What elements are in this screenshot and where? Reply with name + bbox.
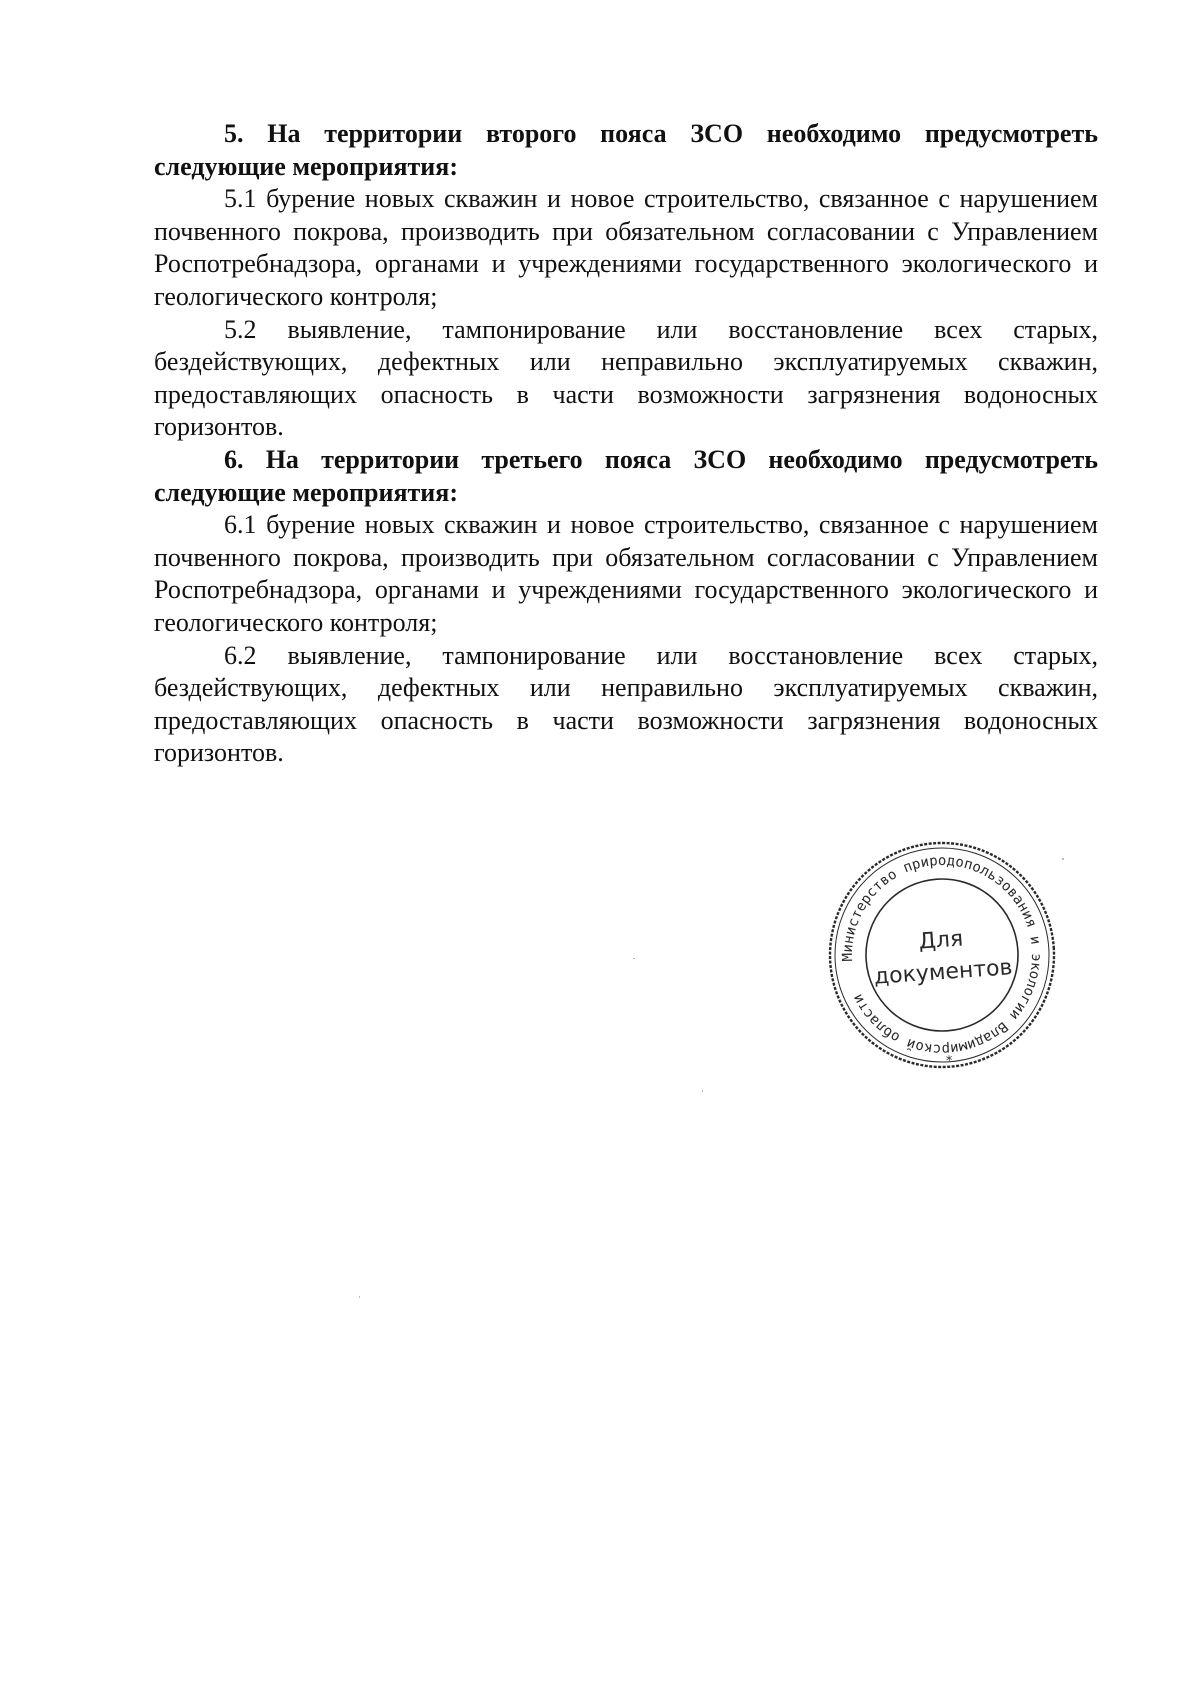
section-6-item-1: 6.1 бурение новых скважин и новое строительство, связанное с нарушением почвенного покрова, производить при обязательном согласовании с Управлением Роспотребнадзора, органами и учреждениями государственного экологического и геологического контроля; xyxy=(154,510,1098,637)
scan-speck xyxy=(702,1090,703,1092)
section-6-heading: 6. На территории третьего пояса ЗСО необходимо предусмотреть следующие мероприятия: xyxy=(154,444,1098,507)
scan-speck xyxy=(1062,858,1064,860)
section-5-item-1: 5.1 бурение новых скважин и новое строительство, связанное с нарушением почвенного покрова, производить при обязательном согласовании с Управлением Роспотребнадзора, органами и учреждениями государственного экологического и геологического контроля; xyxy=(154,184,1098,311)
scan-speck xyxy=(359,1296,360,1298)
document-body xyxy=(154,118,1098,770)
section-5-heading: 5. На территории второго пояса ЗСО необходимо предусмотреть следующие мероприятия: xyxy=(154,119,1098,181)
stamp-center-line2: документов xyxy=(873,955,1014,990)
stamp-center-line1: Для xyxy=(917,926,965,955)
stamp-ring-text: Министерство природопользования и экологии Владимирской области xyxy=(839,852,1045,1058)
section-5-item-2: 5.2 выявление, тампонирование или восстановление всех старых, бездействующих, дефектных или неправильно эксплуатируемых скважин, предоставляющих опасность в части возможности загрязнения водоносных горизонтов. xyxy=(154,314,1098,442)
section-6-item-2: 6.2 выявление, тампонирование или восстановление всех старых, бездействующих, дефектных или неправильно эксплуатируемых скважин, предоставляющих опасность в части возможности загрязнения водоносных горизонтов. xyxy=(154,640,1098,768)
stamp-star: * xyxy=(945,1053,954,1069)
official-stamp xyxy=(818,831,1066,1079)
scan-speck xyxy=(633,958,635,959)
